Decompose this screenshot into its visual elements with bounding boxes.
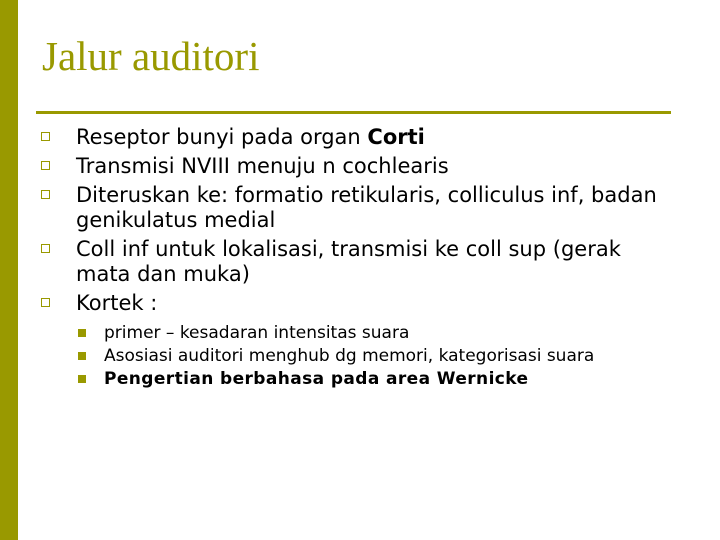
bullet-text: Coll inf untuk lokalisasi, transmisi ke coll sup (gerak mata dan muka) [76,237,621,286]
bullet-item [40,291,680,388]
bullet-text: Transmisi NVIII menuju n cochlearis [76,154,449,178]
square-bullet-icon [41,132,50,141]
bullet-item [40,125,680,150]
sub-bullet-text: primer – kesadaran intensitas suara [104,323,410,343]
bullet-item [40,237,680,287]
square-bullet-icon [41,244,50,253]
bullet-item [40,183,680,233]
filled-square-bullet-icon [78,375,86,383]
sub-bullet-list [78,324,680,388]
bullet-list [40,125,680,393]
filled-square-bullet-icon [78,352,86,360]
sub-bullet-item [78,370,680,388]
title-divider [36,111,671,114]
square-bullet-icon [41,161,50,170]
sub-bullet-item [78,347,680,365]
bullet-text: Reseptor bunyi pada organ [76,125,368,149]
sub-bullet-text: Pengertian berbahasa pada area Wernicke [104,369,529,389]
bullet-bold-text: Corti [367,125,425,149]
square-bullet-icon [41,190,50,199]
bullet-text: Kortek : [76,291,158,315]
bullet-text: Diteruskan ke: formatio retikularis, colliculus inf, badan genikulatus medial [76,183,657,232]
left-accent-bar [0,0,18,540]
filled-square-bullet-icon [78,329,86,337]
slide-title: Jalur auditori [42,33,260,79]
sub-bullet-text: Asosiasi auditori menghub dg memori, kategorisasi suara [104,346,595,366]
sub-bullet-item [78,324,680,342]
bullet-item [40,154,680,179]
square-bullet-icon [41,298,50,307]
